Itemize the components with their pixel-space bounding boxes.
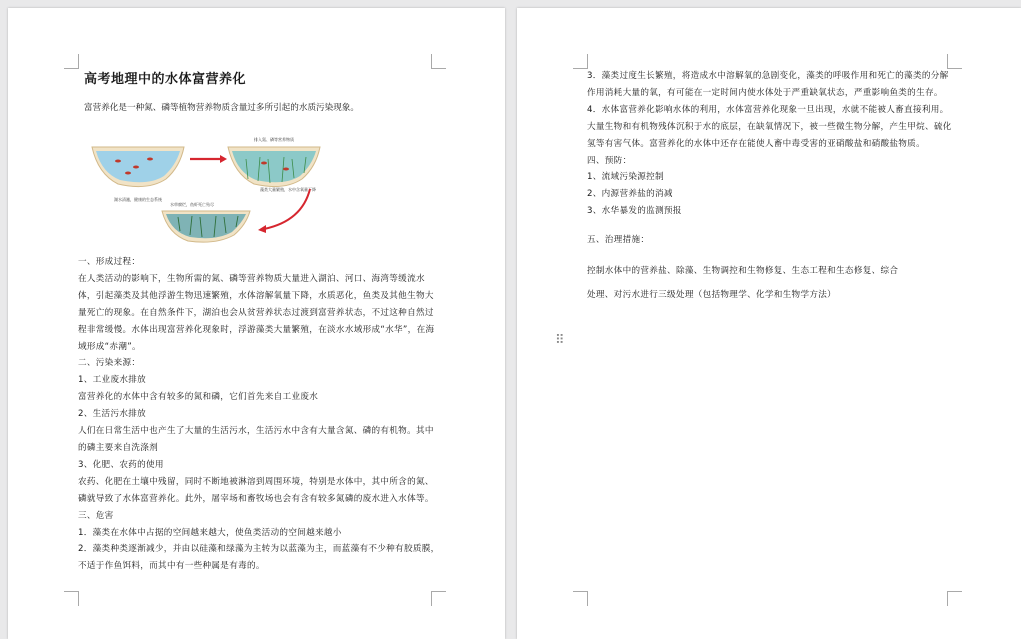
paragraph: 1、流域污染源控制: [587, 172, 664, 183]
paragraph: 控制水体中的营养盐、除藻、生物调控和生物修复、生态工程和生态修复、综合: [587, 266, 899, 277]
diagram-label-input: 排入氮、磷等营养物质: [254, 137, 294, 142]
paragraph: 1、工业废水排放: [78, 375, 147, 386]
margin-mark-top-right: [431, 54, 446, 69]
section-heading-measures: 五、治理措施：: [587, 235, 650, 246]
document-page-2: [517, 8, 1021, 639]
paragraph: 处理、对污水进行三级处理（包括物理学、化学和生物学方法）: [587, 290, 837, 301]
paragraph: 富营养化的水体中含有较多的氮和磷，它们首先来自工业废水: [78, 392, 319, 403]
paragraph: 在人类活动的影响下，生物所需的氮、磷等营养物质大量进入湖泊、河口、海湾等缓流水体，引起藻类及其他浮游生物迅速繁殖，水体溶解氧量下降，水质恶化，鱼类及其他生物大量死亡的现象。在自然条件下，湖泊也会从贫营养状态过渡到富营养状态，不过这种自然过程非常缓慢。水体出现富营养化现象时，浮游藻类大量繁殖，在淡水水域形成“水华”，在海域形成“赤潮”。: [78, 273, 435, 352]
paragraph: 人们在日常生活中也产生了大量的生活污水，生活污水中含有大量含氮、磷的有机物。其中的磷主要来自洗涤剂: [78, 426, 434, 453]
paragraph: 2、内源营养盐的消减: [587, 189, 673, 200]
paragraph: 3、化肥、农药的使用: [78, 459, 164, 470]
diagram-label-dead: 水草腐烂，鱼虾死亡殆尽: [170, 202, 214, 207]
document-page-1: [8, 8, 505, 639]
lead-paragraph: 富营养化是一种氮、磷等植物营养物质含量过多所引起的水质污染现象。: [84, 103, 360, 113]
margin-mark-bottom-left: [64, 591, 79, 606]
margin-mark-bottom-right: [947, 591, 962, 606]
margin-mark-top-left: [64, 54, 79, 69]
page-2-body[interactable]: [587, 68, 953, 307]
paragraph: 2．藻类种类逐渐减少，并由以硅藻和绿藻为主转为以蓝藻为主，而蓝藻有不少种有胶质膜，不适于作鱼饵料，而其中有一些种属是有毒的。: [78, 544, 440, 572]
paragraph: 1．藻类在水体中占据的空间越来越大，使鱼类活动的空间越来越小: [78, 527, 342, 538]
paragraph: 2、生活污水排放: [78, 409, 147, 420]
paragraph: 4．水体富营养化影响水体的利用，水体富营养化现象一旦出现，水就不能被人畜直接利用。大量生物和有机物残体沉积于水的底层，在缺氧情况下，被一些微生物分解，产生甲烷、硫化氢等有害气体。富营养化的水体中还存在能使人畜中毒受害的亚硝酸盐和硝酸盐物质。: [587, 104, 952, 149]
paragraph: 四、预防：: [587, 155, 632, 166]
paragraph: 农药、化肥在土壤中残留，同时不断地被淋溶到周围环境，特别是水体中，其中所含的氮、磷就导致了水体富营养化。此外，屠宰场和畜牧场也会有含有较多氮磷的废水进入水体等。: [78, 476, 434, 504]
paragraph: 3．藻类过度生长繁殖，将造成水中溶解氧的急剧变化，藻类的呼吸作用和死亡的藻类的分解作用消耗大量的氧，有可能在一定时间内使水体处于严重缺氧状态，严重影响鱼类的生存。: [587, 71, 949, 98]
diagram-label-healthy: 湖水清澈，健康的生态系统: [114, 197, 162, 202]
margin-mark-top-left: [573, 54, 588, 69]
paragraph: 二、污染来源：: [78, 358, 141, 369]
diagram-label-algae: 藻类大量繁殖，水中含氧量下降: [260, 187, 316, 192]
margin-mark-top-right: [947, 54, 962, 69]
paragraph: 3、水华暴发的监测预报: [587, 206, 682, 217]
margin-mark-bottom-right: [431, 591, 446, 606]
eutrophication-diagram: [88, 129, 324, 244]
eutrophication-diagram-image: [88, 129, 324, 244]
page-1-body[interactable]: [78, 68, 440, 575]
document-title: 高考地理中的水体富营养化: [84, 72, 247, 87]
drag-handle-icon[interactable]: ⠿: [555, 333, 564, 348]
margin-mark-bottom-left: [573, 591, 588, 606]
paragraph: 三、危害: [78, 510, 114, 521]
paragraph: 一、形成过程：: [78, 257, 141, 267]
